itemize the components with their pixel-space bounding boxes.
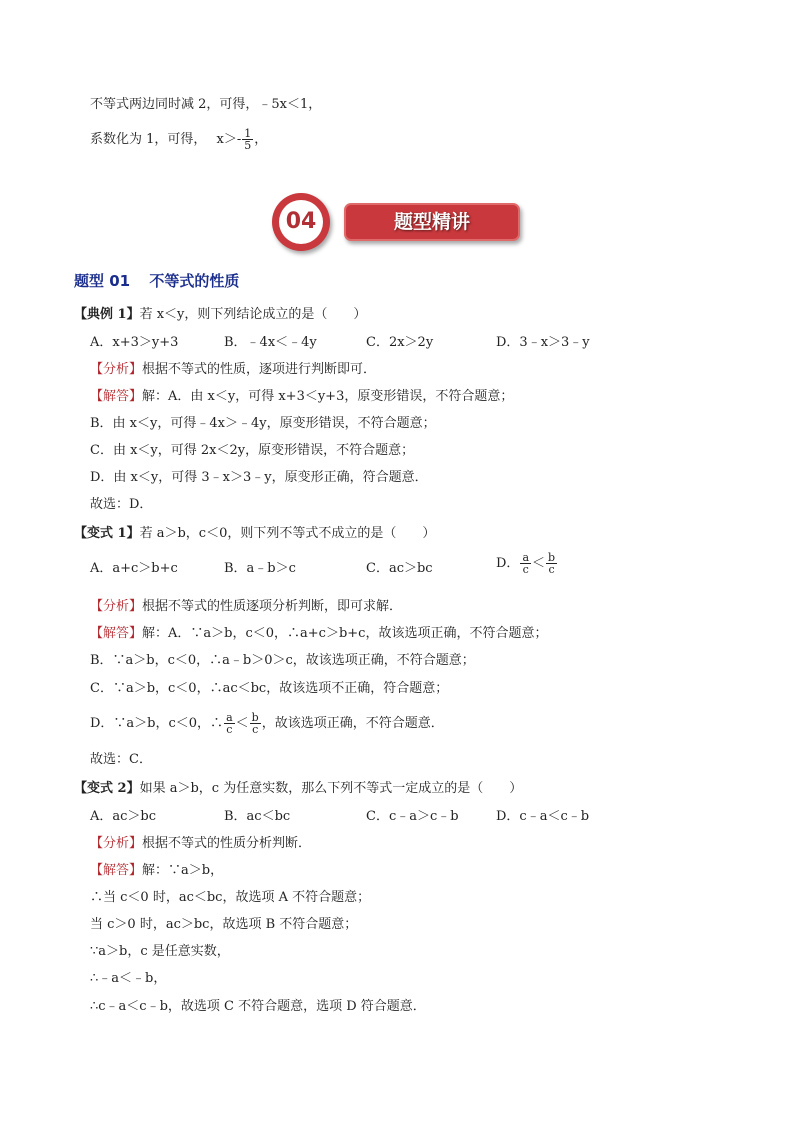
section-banner xyxy=(272,193,522,251)
var1-option-d xyxy=(496,552,558,575)
var2-option-a: A．ac＞bc xyxy=(90,809,157,824)
intro-line-2-rel: ＞- xyxy=(223,132,242,147)
var2-option-c: C．c﹣a＞c﹣b xyxy=(366,809,459,824)
fraction-denominator: c xyxy=(226,723,233,736)
var1-option-d-frac-1 xyxy=(520,552,531,575)
ex1-answer-line-3: C．由 x＜y，可得 2x＜2y，原变形错误，不符合题意； xyxy=(90,443,415,458)
var1-option-d-label: D． xyxy=(496,556,520,571)
var1-answer-line-4 xyxy=(90,712,444,735)
banner-badge xyxy=(272,193,330,251)
var1-line-d-rel: ＜ xyxy=(235,716,249,731)
ex1-answer-line-2: B．由 x＜y，可得﹣4x＞﹣4y，原变形错误，不符合题意； xyxy=(90,416,436,431)
ex1-option-a: A．x+3＞y+3 xyxy=(90,335,179,350)
intro-fraction xyxy=(242,128,253,151)
fraction-denominator: c xyxy=(548,563,555,576)
ex1-option-c: C．2x＞2y xyxy=(366,335,434,350)
section-label: 题型 01 xyxy=(74,272,131,290)
var1-option-a: A．a+c＞b+c xyxy=(90,561,178,576)
ex1-conclusion: 故选：D． xyxy=(90,497,153,512)
var2-answer-line-4: ∵a＞b，c 是任意实数， xyxy=(90,944,230,959)
ex1-answer-tag: 【解答】 xyxy=(90,389,143,404)
var2-answer-line-2: ∴当 c＜0 时，ac＜bc，故选项 A 不符合题意； xyxy=(90,890,371,905)
fraction-denominator: c xyxy=(522,563,529,576)
var2-answer-line-1 xyxy=(90,862,223,880)
var2-answer-line-3: 当 c＞0 时，ac＞bc，故选项 B 不符合题意； xyxy=(90,917,358,932)
var1-option-c: C．ac＞bc xyxy=(366,561,433,576)
var2-answer-line-6: ∴c﹣a＜c﹣b，故选项 C 不符合题意，选项 D 符合题意． xyxy=(90,999,426,1014)
var1-answer-line-3: C．∵a＞b，c＜0，∴ac＜bc，故该选项不正确，符合题意； xyxy=(90,681,449,696)
var1-answer-tag: 【解答】 xyxy=(90,626,143,641)
var1-option-d-rel: ＜ xyxy=(532,556,546,571)
banner-number: 04 xyxy=(285,209,317,234)
var1-answer-text-1: 解：A．∵a＞b，c＜0，∴a+c＞b+c，故该选项正确，不符合题意； xyxy=(142,626,548,641)
ex1-option-b: B．﹣4x＜﹣4y xyxy=(224,335,317,350)
var1-option-d-frac-2 xyxy=(546,552,557,575)
intro-line-1: 不等式两边同时减 2，可得，﹣5x＜1， xyxy=(90,97,322,112)
fraction-denominator: 5 xyxy=(244,139,252,152)
var2-answer-line-5: ∴﹣a＜﹣b， xyxy=(90,971,167,986)
ex1-tag: 【典例 1】 xyxy=(74,307,140,322)
var1-option-b: B．a﹣b＞c xyxy=(224,561,296,576)
var1-conclusion: 故选：C． xyxy=(90,752,152,767)
var1-tag: 【变式 1】 xyxy=(74,526,140,541)
var1-question-line xyxy=(74,525,435,543)
fraction-numerator: b xyxy=(251,711,259,724)
var1-answer-line-2: B．∵a＞b，c＜0，∴a﹣b＞0＞c，故该选项正确，不符合题意； xyxy=(90,653,475,668)
var1-line-d-frac-1 xyxy=(224,712,235,735)
intro-line-2-var: x xyxy=(216,132,224,147)
var2-analysis-line xyxy=(90,835,311,853)
intro-line-2-end: ， xyxy=(254,132,268,147)
var1-line-d-suffix: ，故该选项正确，不符合题意． xyxy=(261,716,444,731)
var1-line-d-frac-2 xyxy=(250,712,261,735)
section-heading xyxy=(74,272,239,290)
fraction-numerator: a xyxy=(522,551,529,564)
ex1-question: 若 x＜y，则下列结论成立的是（ ） xyxy=(139,307,367,322)
fraction-numerator: 1 xyxy=(244,127,252,140)
var1-question: 若 a＞b，c＜0，则下列不等式不成立的是（ ） xyxy=(139,526,436,541)
var2-question-line xyxy=(74,780,522,798)
ex1-option-d: D．3﹣x＞3﹣y xyxy=(496,335,590,350)
banner-title: 题型精讲 xyxy=(393,211,470,233)
banner-title-bar xyxy=(344,203,520,241)
section-title: 不等式的性质 xyxy=(149,272,240,290)
fraction-numerator: a xyxy=(226,711,233,724)
var2-answer-text-1: 解：∵a＞b， xyxy=(142,863,224,878)
var2-analysis: 根据不等式的性质分析判断． xyxy=(142,836,312,851)
fraction-numerator: b xyxy=(548,551,556,564)
var1-line-d-prefix: D．∵a＞b，c＜0，∴ xyxy=(90,716,224,731)
var1-answer-line-1 xyxy=(90,625,547,643)
var2-analysis-tag: 【分析】 xyxy=(90,836,143,851)
ex1-answer-line-4: D．由 x＜y，可得 3﹣x＞3﹣y，原变形正确，符合题意． xyxy=(90,470,428,485)
ex1-question-line xyxy=(74,306,366,324)
var2-tag: 【变式 2】 xyxy=(74,781,140,796)
ex1-analysis: 根据不等式的性质，逐项进行判断即可． xyxy=(142,362,377,377)
var2-option-d: D．c﹣a＜c﹣b xyxy=(496,809,590,824)
ex1-answer-line-1 xyxy=(90,388,513,406)
intro-line-2-prefix: 系数化为 1，可得， xyxy=(90,132,207,147)
fraction-denominator: c xyxy=(252,723,259,736)
ex1-analysis-tag: 【分析】 xyxy=(90,362,143,377)
var2-question: 如果 a＞b，c 为任意实数，那么下列不等式一定成立的是（ ） xyxy=(139,781,523,796)
intro-line-2 xyxy=(90,128,267,151)
var1-analysis-line xyxy=(90,598,402,616)
var2-option-b: B．ac＜bc xyxy=(224,809,291,824)
var2-answer-tag: 【解答】 xyxy=(90,863,143,878)
ex1-analysis-line xyxy=(90,361,376,379)
var1-analysis: 根据不等式的性质逐项分析判断，即可求解． xyxy=(142,599,403,614)
var1-analysis-tag: 【分析】 xyxy=(90,599,143,614)
ex1-answer-text-1: 解：A．由 x＜y，可得 x+3＜y+3，原变形错误，不符合题意； xyxy=(142,389,514,404)
